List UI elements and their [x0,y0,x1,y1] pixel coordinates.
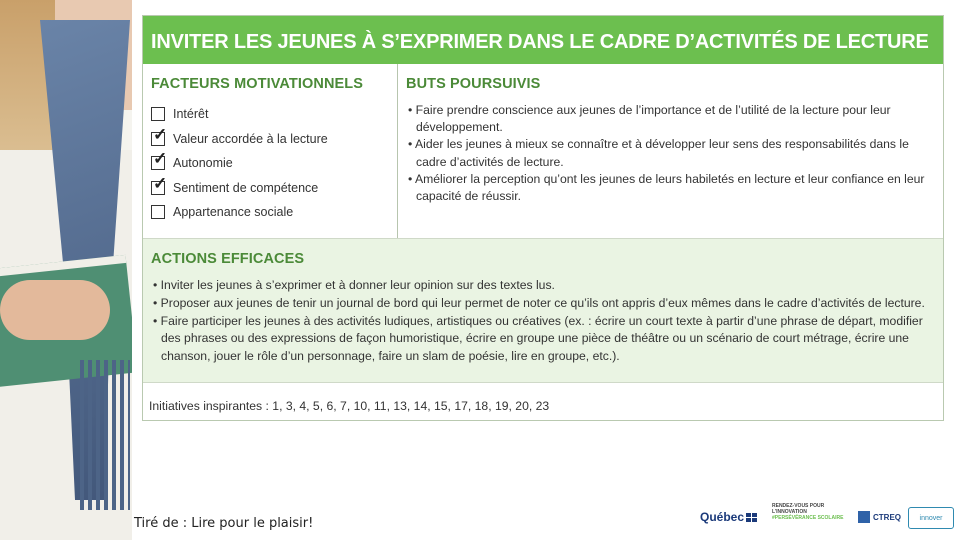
factor-label: Intérêt [173,107,209,122]
factors-column [143,64,398,238]
perseverance-logo-line2: #PERSÉVÉRANCE SCOLAIRE [772,515,844,521]
checked-box-icon [151,173,168,195]
photo-scarf-fringe [80,360,130,510]
quebec-logo [700,503,757,531]
action-item: • Inviter les jeunes à s’exprimer et à donner leur opinion sur des textes lus. [151,277,935,295]
goals-list [406,102,935,205]
quebec-logo-text: Québec [700,510,745,524]
empty-box-icon [151,107,165,121]
source-credit: Tiré de : Lire pour le plaisir! [134,516,314,531]
factor-label: Autonomie [173,156,233,171]
goal-item: • Faire prendre conscience aux jeunes de l’importance et de l’utilité de la lecture pour leur développement. [406,102,935,136]
actions-list [151,277,935,366]
innover-logo [908,507,954,529]
factor-item [151,151,397,176]
factor-list [151,102,397,225]
ctreq-square-icon [858,511,870,523]
ctreq-logo [858,503,901,531]
checked-box-icon [151,149,168,170]
fleur-de-lis-flag-icon [746,513,757,522]
goal-item: • Aider les jeunes à mieux se connaître et à développer leur sens des responsabilités dans le cadre d’activités de lecture. [406,136,935,170]
goals-title: BUTS POURSUIVIS [406,76,541,92]
checked-box-icon [151,124,168,146]
factor-label: Sentiment de compétence [173,180,319,195]
actions-title: ACTIONS EFFICACES [151,251,305,267]
checkmark-icon: ✓ [153,173,168,193]
factors-goals-row [143,64,943,239]
factor-item [151,102,397,127]
factor-item [151,173,397,201]
photo-hand [0,280,110,340]
perseverance-logo-line1: RENDEZ-VOUS POUR L’INNOVATION [772,503,825,515]
goal-item: • Améliorer la perception qu’ont les jeunes de leurs habiletés en lecture et leur confiance en leur capacité de réussir. [406,171,935,205]
perseverance-logo [772,503,848,531]
ctreq-logo-text: CTREQ [873,512,901,522]
factor-label: Appartenance sociale [173,205,294,220]
factors-title: FACTEURS MOTIVATIONNELS [151,76,364,92]
factor-label: Valeur accordée à la lecture [173,131,328,146]
student-reading-photo [0,0,132,540]
innover-logo-text: innover [919,514,943,522]
factor-item [151,200,397,225]
checkmark-icon: ✓ [153,149,168,169]
goals-column [398,64,943,238]
checkmark-icon: ✓ [153,124,168,144]
initiatives-text: Initiatives inspirantes : 1, 3, 4, 5, 6, 7, 10, 11, 13, 14, 15, 17, 18, 19, 20, 23 [149,399,550,413]
card-title: INVITER LES JEUNES À S’EXPRIMER DANS LE CADRE D’ACTIVITÉS DE LECTURE [143,16,943,64]
factor-item [151,124,397,152]
motivation-card [142,15,944,421]
action-item: • Faire participer les jeunes à des activités ludiques, artistiques ou créatives (ex. : écrire un court texte à partir d’une phrase de départ, modifier des phrases ou des expressions de façon humoristique, écrire en groupe une pièce de théâtre ou un scénario de court métrage, écrire une chanson, jouer le rôle d’un personnage, faire un slam de poésie, lire en groupe, etc.). [151,313,935,366]
action-item: • Proposer aux jeunes de tenir un journal de bord qui leur permet de noter ce qu’ils ont appris d’eux mêmes dans le cadre d’activités de lecture. [151,295,935,313]
actions-section [143,239,943,383]
empty-box-icon [151,205,165,219]
